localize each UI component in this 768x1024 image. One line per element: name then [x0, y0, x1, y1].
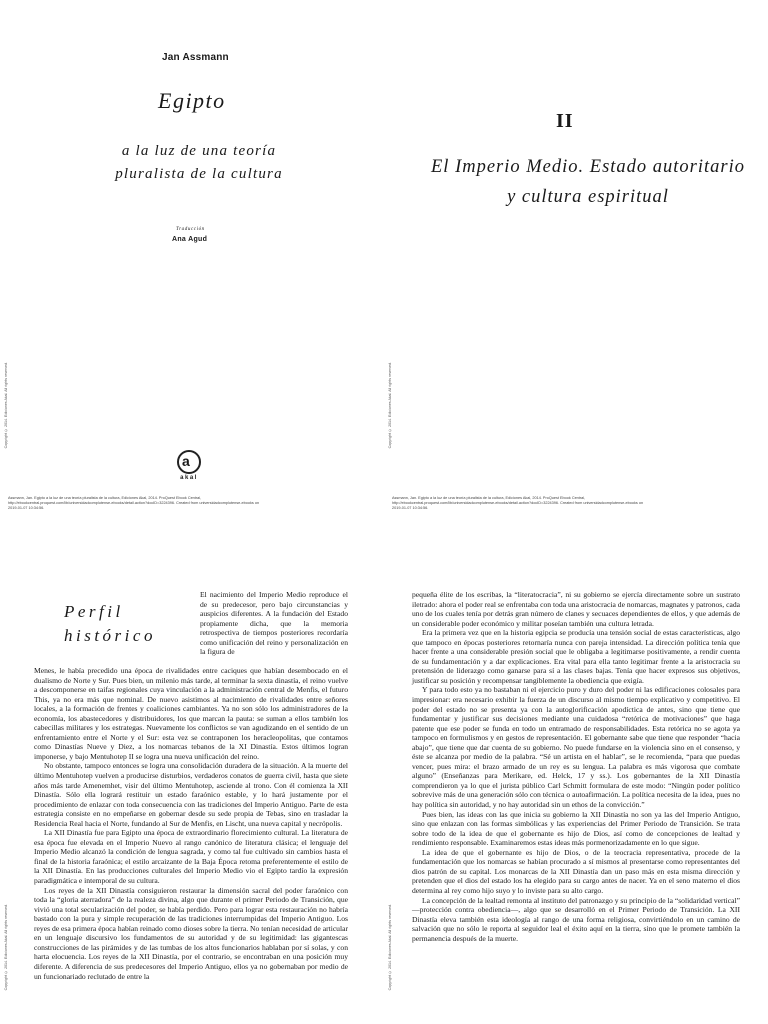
paragraph: No obstante, tampoco entonces se logra una consolidación duradera de la situación. A la muerte del último Mentuhotep vuelven a producirse disturbios, verdaderos conatos de guerra civil, hasta que siete años más tarde Amenemhet, visir del último Mentuhotep, asciende al trono. Con él comienza la XII Dinastía. Sólo ella logrará restituir un estado faraónico estable, y lo hará justamente por el procedimiento de enlazar con toda consecuencia con las tradiciones del Imperio Antiguo. Parte de esta estrategia consiste en no empeñarse en gobernar desde su sede propia de Tebas, sino en trasladar la Residencia Real hacia el Norte, fundando al Sur de Menfis, en Lischt, una nueva capital y necrópolis.	[34, 761, 348, 828]
book-subtitle: a la luz de una teoría pluralista de la cultura	[115, 143, 283, 182]
paragraph: Menes, le había precedido una época de rivalidades entre caciques que habían desembocado en el dualismo de Norte y Sur. Pues bien, un milenio más tarde, al terminar la sexta dinastía, el reino vuelve a descomponerse en taifas regionales cuya vinculación a la administración central de Menfis, el futuro This, ya no era más que nominal. De nuevo asistimos al nacimiento de rivalidades entre señores locales, a la formación de frentes y coaliciones cambiantes. Ya no son sólo los administradores de la economía, los abastecedores y distribuidores, los que marcan la pauta: se suman a ellos también los cabecillas militares y los estrategas. Nuevamente los conflictos se van agudizando en el sentido de un enfrentamiento entre el Norte y el Sur: esta vez se contraponen los heracleopolitas, que contamos como Dinastías Nueve y Diez, a los nomarcas tebanos de la XI Dinastía. Estos últimos logran imponerse, y bajo Mentuhotep II se logra una nueva unificación del reino.	[34, 666, 348, 761]
section-title	[64, 600, 184, 648]
title-page	[0, 0, 384, 512]
body-text	[412, 590, 740, 943]
text-page-left	[0, 512, 384, 1024]
copyright-side-note: Copyright © 2014. Ediciones Akal. All rights reserved.	[4, 904, 8, 991]
book-title: Egipto	[158, 88, 226, 113]
opening-paragraph: El nacimiento del Imperio Medio reproduce el de su predecesor, pero bajo circunstancias y auspicios diferentes. A la fundación del Estado propiamente dicha, que la memoria retrospectiva de tiempos posteriores recordaría como unificación del reino y personalización en la figura de	[200, 590, 348, 657]
copyright-side-note: Copyright © 2014. Ediciones Akal. All rights reserved.	[4, 362, 8, 449]
copyright-side-note: Copyright © 2014. Ediciones Akal. All rights reserved.	[388, 904, 392, 991]
opening-column	[200, 590, 348, 657]
paragraph: La XII Dinastía fue para Egipto una época de extraordinario florecimiento cultural. La literatura de esa época fue elevada en el Imperio Nuevo al rango canónico de literatura clásica; el lenguaje del Imperio Medio alcanzó la condición de lengua sagrada, y como tal fue cultivado sin cambios hasta el final de la historia faraónica; el estilo arcaizante de la Baja Época retoma preferentemente el estilo de la XII Dinastía. En las producciones culturales del Imperio Medio vio el Egipto tardío la expresión paradigmática e intemporal de su cultura.	[34, 828, 348, 886]
paragraph: pequeña élite de los escribas, la “literatocracia”, ni su gobierno se ejercía directamente sobre un sustrato iletrado: ahora el poder real se enfrentaba con toda una aristocracia de nomarcas, magnates y patronos, cada uno de los cuales tenía por detrás gran número de clanes y secuaces dependientes de ellos, y que además de un considerable poder económico y militar poseían también una cultura letrada.	[412, 590, 740, 628]
section-title-line-2: histórico	[64, 626, 156, 645]
paragraph: Y para todo esto ya no bastaban ni el ejercicio puro y duro del poder ni las edificaciones colosales para impresionar: era necesario exhibir la fuerza de un discurso al mismo tiempo explicativo y competitivo. El poder del estado no se presenta ya con la autoglorificación apodíctica de antes, sino que tiene que fundamentar y justificar sus decisiones mediante una cuidadosa “retórica de motivaciones” que haga patente que ese poder se funda en todo un entramado de responsabilidades. Esta retórica no se agota ya tampoco en formulismos y en gestos de representación. El gobernante sabe que tiene que responder “hacia abajo”, que tiene que dar cuenta de su gobierno. No puede fundarse en la violencia sino en el consenso, y éste se alcanza por medio de la palabra. “Sé un artista en el hablar”, se le recomienda, “para que puedas vencer, pues mira: el brazo armado de un rey es su lengua. La palabra es más vigorosa que combate alguno” (Enseñanzas para Merikare, ed. Helck, 17 y ss.). Los gobernantes de la XII Dinastía comprendieron ya lo que el jurista público Carl Schmitt formulara de este modo: “Ningún poder político sobrevive más de una generación sólo con técnica o autoafirmación. La política necesita de la idea, pues no hay política sin autoridad, y no hay autoridad sin un ethos de la convicción.”	[412, 685, 740, 810]
copyright-side-note: Copyright © 2014. Ediciones Akal. All rights reserved.	[388, 362, 392, 449]
paragraph: La idea de que el gobernante es hijo de Dios, o de la teocracia representativa, procede de la fundamentación que los nomarcas se habían procurado a sí mismos al presentarse como representantes del dios patrón de su capital. Los monarcas de la XII Dinastía dan un paso más en esta misma dirección y pretenden que el dios del estado los ha elegido para su cargo antes de nacer. Ya en el seno materno el dios determina al rey como hijo suyo y lo inviste para su alto cargo.	[412, 847, 740, 895]
body-text	[34, 666, 348, 981]
paragraph: Pues bien, las ideas con las que inicia su gobierno la XII Dinastía no son ya las del Imperio Antiguo, sino que enlazan con las formas simbólicas y las experiencias del Primer Periodo de Transición. Se trata sobre todo de la idea de que el gobernante es hijo de Dios, así como de concepciones de lealtad y rendimiento responsable. Examinaremos estas ideas más pormenorizadamente en lo que sigue.	[412, 809, 740, 848]
text-page-right	[384, 512, 768, 1024]
chapter-title: El Imperio Medio. Estado autoritario y cultura espiritual	[431, 157, 745, 207]
citation-footer: Assmann, Jan. Egipto a la luz de una teoría pluralista de la cultura, Ediciones Akal, 2014. ProQuest Ebook Central, http://ebookcentral.proquest.com/lib/universidadcomplutense-ebooks/detail.action?docID=3224396. Created from universidadcomplutense-ebooks on 2019-01-07 10:34:56.	[8, 496, 260, 510]
chapter-number: II	[556, 110, 574, 132]
publisher-name: akal	[180, 475, 198, 481]
publisher-logo	[176, 450, 202, 481]
author-name: Jan Assmann	[162, 52, 229, 63]
publisher-logo-letter: a	[182, 453, 190, 469]
paragraph: La concepción de la lealtad remonta al instituto del patronazgo y su principio de la “solidaridad vertical” —protección contra obediencia—, algo que se desarrolló en el Primer Periodo de Transición. La XII Dinastía eleva también esta ideología al rango de una forma religiosa, convirtiéndolo en un camino de salvación que no sólo le reporta al seguidor leal el éxito aquí en la tierra, sino que le promete también la permanencia después de la muerte.	[412, 895, 740, 943]
publisher-logo-icon	[177, 450, 201, 474]
paragraph: Los reyes de la XII Dinastía consiguieron restaurar la dimensión sacral del poder faraónico con toda la “gloria aterradora” de la realeza divina, algo que durante el primer Periodo de Transición, que vivió una total secularización del poder, se había perdido. Pero para lograr esta restauración no habría bastado con la pura y simple recuperación de las tradiciones interrumpidas del Imperio Antiguo. Los reyes de esa primera época habían reinado como dioses sobre la tierra. No tenían necesidad de articular en un lenguaje discursivo los fundamentos de su autoridad y de su legitimidad: las gigantescas construcciones de las pirámides y de las tumbas de los altos funcionarios hablaban por sí solas, y con harta elocuencia. Los reyes de la XII Dinastía, por el contrario, se encontraban en una posición muy diferente. A diferencia de sus predecesores del Imperio Antiguo, ellos ya no gobernaban por medio de un funcionariado reclutado de entre la	[34, 885, 348, 981]
translator-name: Ana Agud	[172, 236, 208, 243]
section-title-line-1: Perfil	[64, 602, 124, 621]
paragraph: Era la primera vez que en la historia egipcia se producía una tensión social de estas características, algo que tampoco en épocas posteriores retornaría nunca con pareja intensidad. La dirección política tenía que hacer frente a una considerable presión social que le obligaba a legitimarse positivamente, a rendir cuenta de su fundamentación y a dar explicaciones. Era vital para ella tanto legitimar frente a la aristocracia su pretensión de liderazgo como ganarse para sí a las clases bajas. Tenía que hacer expresos sus objetivos, justificar su posición y recompensar tangiblemente la obediencia que exigía.	[412, 628, 740, 685]
chapter-page	[384, 0, 768, 512]
citation-footer: Assmann, Jan. Egipto a la luz de una teoría pluralista de la cultura, Ediciones Akal, 2014. ProQuest Ebook Central, http://ebookcentral.proquest.com/lib/universidadcomplutense-ebooks/detail.action?docID=3224396. Created from universidadcomplutense-ebooks on 2019-01-07 10:34:56.	[392, 496, 644, 510]
translation-label: Traducción	[176, 227, 205, 232]
